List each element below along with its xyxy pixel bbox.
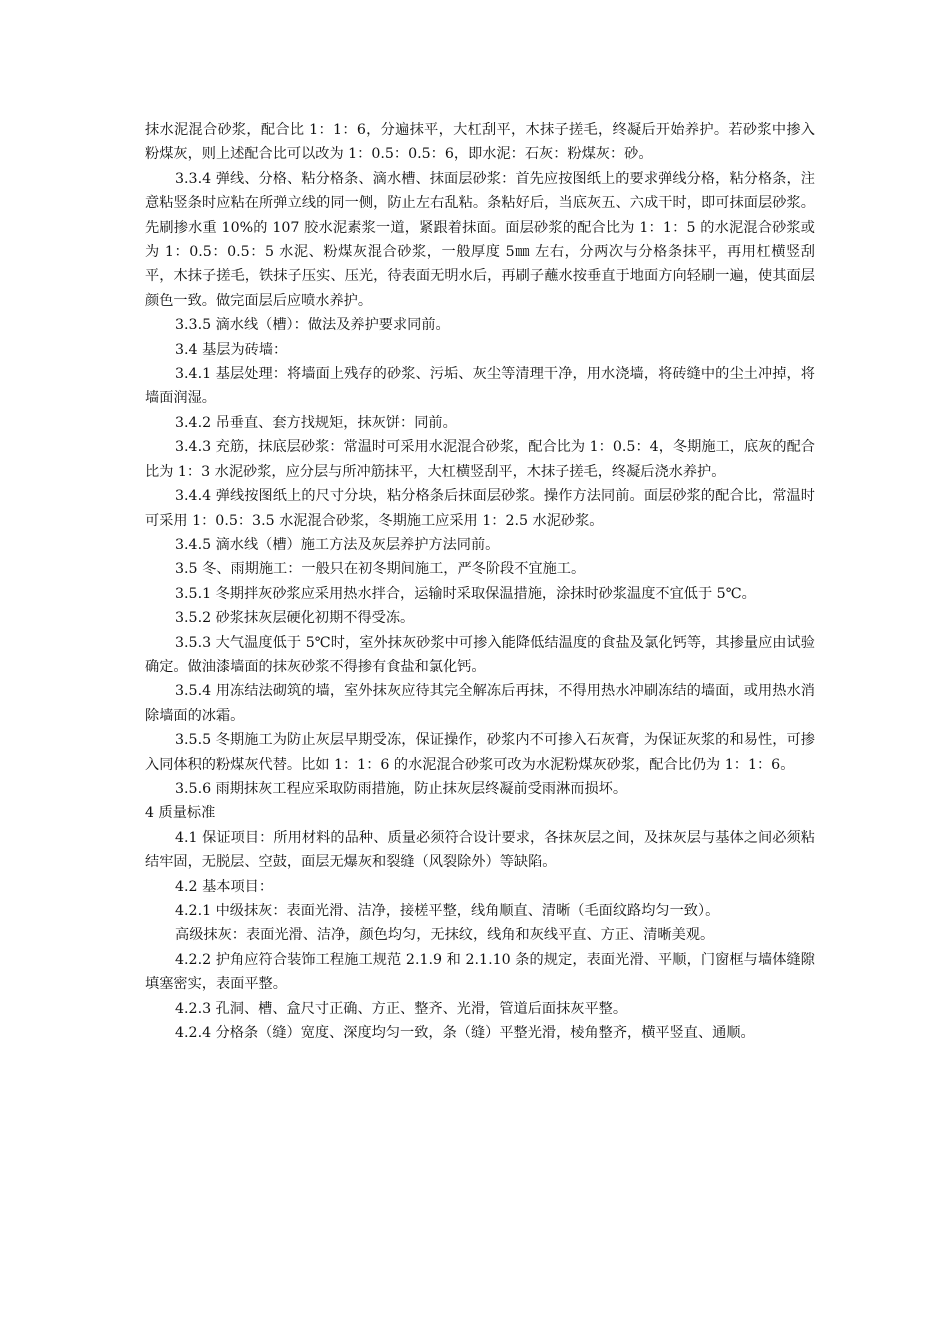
- paragraph-3-3-5: 3.3.5 滴水线（槽）：做法及养护要求同前。: [175, 317, 450, 334]
- paragraph-3-4-2: 3.4.2 吊垂直、套方找规矩，抹灰饼：同前。: [175, 414, 457, 431]
- paragraph-4-2-2: 4.2.2 护角应符合装饰工程施工规范 2.1.9 和 2.1.10 条的规定，表面光滑、平顺，门窗框与墙体缝隙填塞密实，表面平整。: [145, 951, 815, 993]
- heading-4-2: 4.2 基本项目：: [175, 878, 274, 895]
- paragraph-3-4-4: 3.4.4 弹线按图纸上的尺寸分块，粘分格条后抹面层砂浆。操作方法同前。面层砂浆的配合比，常温时可采用 1：0.5：3.5 水泥混合砂浆，冬期施工应采用 1：2.5 水泥砂浆。: [145, 488, 815, 529]
- paragraph-3-5-5: 3.5.5 冬期施工为防止灰层早期受冻，保证操作，砂浆内不可掺入石灰膏，为保证灰浆的和易性，可掺入同体积的粉煤灰代替。比如 1：1：6 的水泥混合砂浆可改为水泥粉煤灰砂浆，配合比仍为 1：1：6。: [145, 732, 815, 773]
- paragraph-mortar-mix: 抹水泥混合砂浆，配合比 1：1：6，分遍抹平，大杠刮平，木抹子搓毛，终凝后开始养护。若砂浆中掺入粉煤灰，则上述配合比可以改为 1：0.5：0.5：6，即水泥：石灰：粉煤灰：砂。: [145, 122, 815, 163]
- paragraph-3-5-3: 3.5.3 大气温度低于 5℃时，室外抹灰砂浆中可掺入能降低结温度的食盐及氯化钙等，其掺量应由试验确定。做油漆墙面的抹灰砂浆不得掺有食盐和氯化钙。: [145, 634, 815, 675]
- paragraph-3-4-5: 3.4.5 滴水线（槽）施工方法及灰层养护方法同前。: [175, 536, 500, 553]
- paragraph-4-2-3: 4.2.3 孔洞、槽、盒尺寸正确、方正、整齐、光滑，管道后面抹灰平整。: [175, 1000, 628, 1017]
- paragraph-3-5-1: 3.5.1 冬期拌灰砂浆应采用热水拌合，运输时采取保温措施，涂抹时砂浆温度不宜低于 5℃。: [175, 585, 756, 602]
- paragraph-3-5-6: 3.5.6 雨期抹灰工程应采取防雨措施，防止抹灰层终凝前受雨淋而损坏。: [175, 780, 628, 797]
- paragraph-3-3-4: 3.3.4 弹线、分格、粘分格条、滴水槽、抹面层砂浆：首先应按图纸上的要求弹线分格，粘分格条，注意粘竖条时应粘在所弹立线的同一侧，防止左右乱粘。条粘好后，当底灰五、六成干时，即可抹面层砂浆。先刷掺水重 10%的 107 胶水泥素浆一道，紧跟着抹面。面层砂浆的配合比为 1：1：5 的水泥混合砂浆或为 1：0.5：0.5：5 水泥、粉煤灰混合砂浆，一般厚度 5㎜ 左右，分两次与分格条抹平，再用杠横竖刮平，木抹子搓毛，铁抹子压实、压光，待表面无明水后，再刷子蘸水按垂直于地面方向轻刷一遍，使其面层颜色一致。做完面层后应喷水养护。: [145, 170, 815, 309]
- paragraph-4-2-4: 4.2.4 分格条（缝）宽度、深度均匀一致，条（缝）平整光滑，棱角整齐，横平竖直、通顺。: [175, 1025, 755, 1042]
- document-page: [145, 118, 815, 1045]
- paragraph-3-5-2: 3.5.2 砂浆抹灰层硬化初期不得受冻。: [175, 610, 415, 627]
- paragraph-4-1: 4.1 保证项目：所用材料的品种、质量必须符合设计要求，各抹灰层之间，及抹灰层与基体之间必须粘结牢固，无脱层、空鼓，面层无爆灰和裂缝（风裂除外）等缺陷。: [145, 829, 815, 871]
- heading-3-4: 3.4 基层为砖墙：: [175, 341, 288, 358]
- paragraph-advanced-plaster: 高级抹灰：表面光滑、洁净，颜色均匀，无抹纹，线角和灰线平直、方正、清晰美观。: [175, 927, 715, 944]
- paragraph-4-2-1: 4.2.1 中级抹灰：表面光滑、洁净，接槎平整，线角顺直、清晰（毛面纹路均匀一致）。: [175, 903, 720, 919]
- paragraph-3-5-4: 3.5.4 用冻结法砌筑的墙，室外抹灰应待其完全解冻后再抹，不得用热水冲刷冻结的墙面，或用热水消除墙面的冰霜。: [145, 683, 815, 724]
- paragraph-3-4-1: 3.4.1 基层处理：将墙面上残存的砂浆、污垢、灰尘等清理干净，用水浇墙，将砖缝中的尘土冲掉，将墙面润湿。: [145, 366, 815, 407]
- paragraph-3-4-3: 3.4.3 充筋，抹底层砂浆：常温时可采用水泥混合砂浆，配合比为 1：0.5：4，冬期施工，底灰的配合比为 1：3 水泥砂浆，应分层与所冲筋抹平，大杠横竖刮平，木抹子搓毛，终凝后浇水养护。: [145, 439, 815, 480]
- heading-3-5: 3.5 冬、雨期施工：一般只在初冬期间施工，严冬阶段不宜施工。: [175, 561, 586, 578]
- section-heading-4: 4 质量标准: [145, 805, 216, 822]
